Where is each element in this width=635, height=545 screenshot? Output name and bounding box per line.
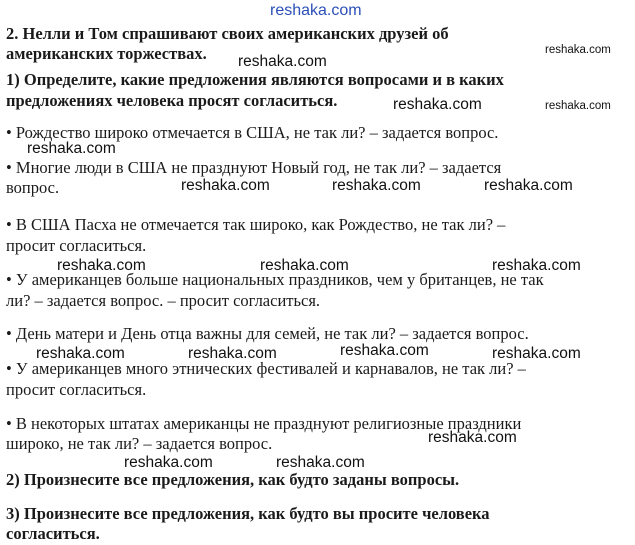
subtask-2-heading: 2) Произнесите все предложения, как будто заданы вопросы. (6, 470, 460, 489)
answer-item-7-cont: широко, не так ли? – задается вопрос. (6, 434, 273, 453)
watermark: reshaka.com (428, 429, 517, 446)
task-heading: 2. Нелли и Том спрашивают своих американских друзей об (6, 24, 449, 43)
watermark: reshaka.com (124, 454, 213, 471)
subtask-3-heading-cont: согласиться. (6, 524, 100, 543)
watermark: reshaka.com (36, 345, 125, 362)
watermark: reshaka.com (238, 53, 327, 70)
answer-item-3: • В США Пасха не отмечается так широко, как Рождество, не так ли? – (6, 215, 506, 234)
watermark: reshaka.com (393, 96, 482, 113)
watermark: reshaka.com (484, 177, 573, 194)
answer-item-2: • Многие люди в США не празднуют Новый год, не так ли? – задается (6, 158, 502, 177)
watermark: reshaka.com (492, 257, 581, 274)
task-heading-cont: американских торжествах. (6, 44, 207, 63)
answer-item-1: • Рождество широко отмечается в США, не так ли? – задается вопрос. (6, 123, 499, 142)
watermark: reshaka.com (545, 100, 611, 112)
watermark: reshaka.com (188, 345, 277, 362)
answer-item-4: • У американцев больше национальных праздников, чем у британцев, не так (6, 270, 544, 289)
answer-item-6: • У американцев много этнических фестивалей и карнавалов, не так ли? – (6, 359, 526, 378)
answer-item-2-cont: вопрос. (6, 178, 60, 197)
watermark: reshaka.com (27, 140, 116, 157)
watermark: reshaka.com (492, 345, 581, 362)
subtask-1-heading: 1) Определите, какие предложения являются вопросами и в каких (6, 70, 504, 89)
watermark: reshaka.com (545, 44, 611, 56)
watermark: reshaka.com (57, 257, 146, 274)
watermark: reshaka.com (181, 177, 270, 194)
watermark: reshaka.com (340, 342, 429, 359)
watermark: reshaka.com (332, 177, 421, 194)
watermark: reshaka.com (270, 2, 362, 19)
subtask-3-heading: 3) Произнесите все предложения, как будто вы просите человека (6, 504, 490, 523)
subtask-1-heading-cont: предложениях человека просят согласиться. (6, 91, 338, 110)
answer-item-5: • День матери и День отца важны для семей, не так ли? – задается вопрос. (6, 324, 529, 343)
answer-item-3-cont: просит согласиться. (6, 236, 147, 255)
answer-item-4-cont: ли? – задается вопрос. – просит согласиться. (6, 291, 321, 310)
answer-item-6-cont: просит согласиться. (6, 380, 147, 399)
answer-item-7: • В некоторых штатах американцы не празднуют религиозные праздники (6, 414, 522, 433)
watermark: reshaka.com (260, 257, 349, 274)
watermark: reshaka.com (276, 454, 365, 471)
